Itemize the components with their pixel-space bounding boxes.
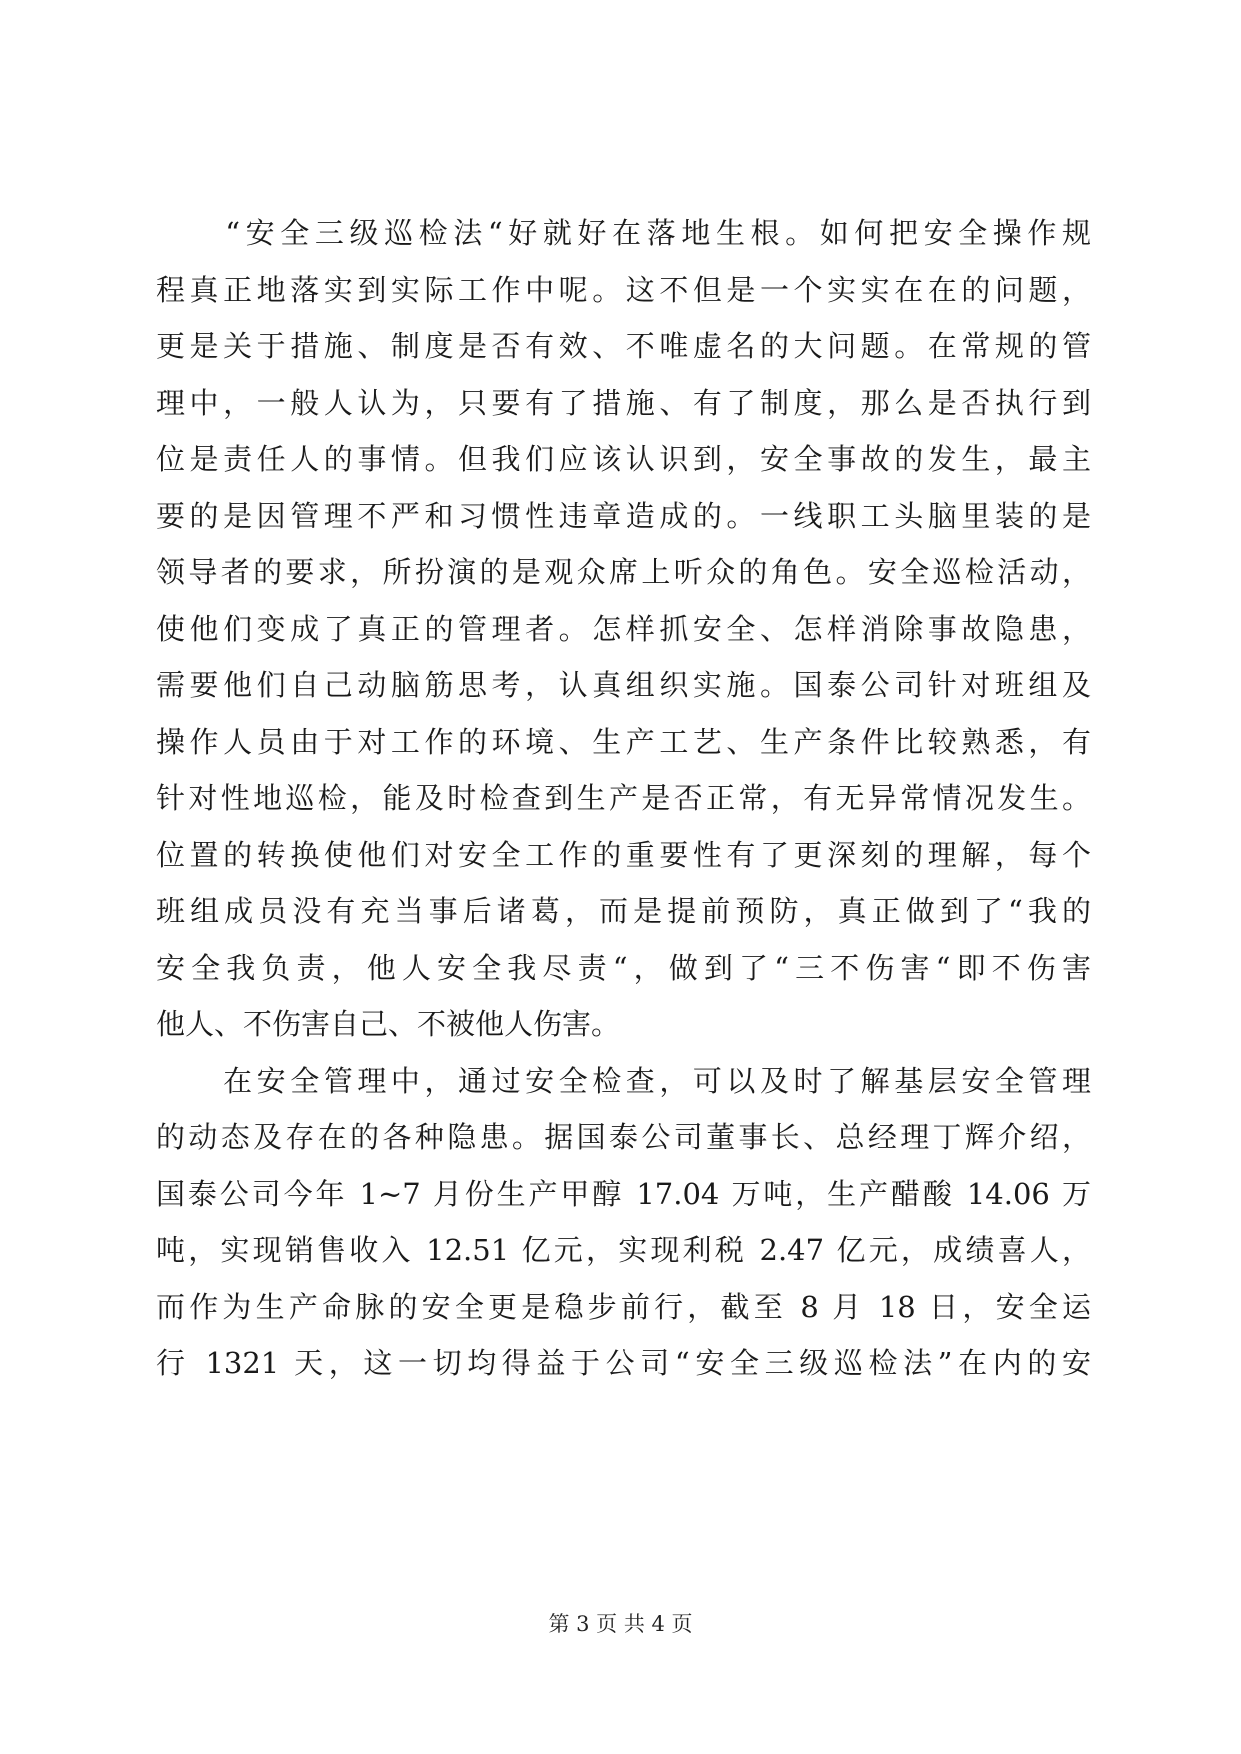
- text-line: 他人、不伤害自己、不被他人伤害。: [156, 1007, 621, 1041]
- text-line: 操作人员由于对工作的环境、生产工艺、生产条件比较熟悉，有: [156, 724, 1091, 759]
- text-line: 程真正地落实到实际工作中呢。这不但是一个实实在在的问题，: [156, 272, 1091, 307]
- text-line: 班组成员没有充当事后诸葛，而是提前预防，真正做到了“我的: [156, 894, 1091, 928]
- document-body: [156, 205, 1091, 1392]
- text-line: 国泰公司今年 1~7 月份生产甲醇 17.04 万吨，生产醋酸 14.06 万: [156, 1176, 1091, 1211]
- text-line: 位是责任人的事情。但我们应该认识到，安全事故的发生，最主: [156, 442, 1091, 476]
- text-line: 领导者的要求，所扮演的是观众席上听众的角色。安全巡检活动，: [156, 555, 1091, 589]
- text-line: 针对性地巡检，能及时检查到生产是否正常，有无异常情况发生。: [156, 781, 1091, 815]
- page-number-label: 第 3 页 共 4 页: [548, 1612, 693, 1636]
- text-line: 要的是因管理不严和习惯性违章造成的。一线职工头脑里装的是: [156, 498, 1091, 533]
- text-line: 使他们变成了真正的管理者。怎样抓安全、怎样消除事故隐患，: [156, 611, 1091, 646]
- text-line: 的动态及存在的各种隐患。据国泰公司董事长、总经理丁辉介绍，: [156, 1120, 1091, 1154]
- text-line: 需要他们自己动脑筋思考，认真组织实施。国泰公司针对班组及: [156, 668, 1091, 702]
- text-line: 位置的转换使他们对安全工作的重要性有了更深刻的理解，每个: [156, 837, 1091, 872]
- text-line: “安全三级巡检法“好就好在落地生根。如何把安全操作规: [156, 216, 1091, 250]
- page-footer: [0, 1609, 1241, 1639]
- text-line: 安全我负责，他人安全我尽责“，做到了“三不伤害“即不伤害: [156, 950, 1091, 985]
- text-line: 更是关于措施、制度是否有效、不唯虚名的大问题。在常规的管: [156, 329, 1091, 363]
- text-line: 而作为生产命脉的安全更是稳步前行，截至 8 月 18 日，安全运: [156, 1289, 1091, 1324]
- text-line: 行 1321 天，这一切均得益于公司“安全三级巡检法”在内的安: [156, 1346, 1091, 1380]
- text-line: 吨，实现销售收入 12.51 亿元，实现利税 2.47 亿元，成绩喜人，: [156, 1233, 1091, 1267]
- text-line: 在安全管理中，通过安全检查，可以及时了解基层安全管理: [156, 1063, 1091, 1098]
- text-line: 理中，一般人认为，只要有了措施、有了制度，那么是否执行到: [156, 385, 1091, 420]
